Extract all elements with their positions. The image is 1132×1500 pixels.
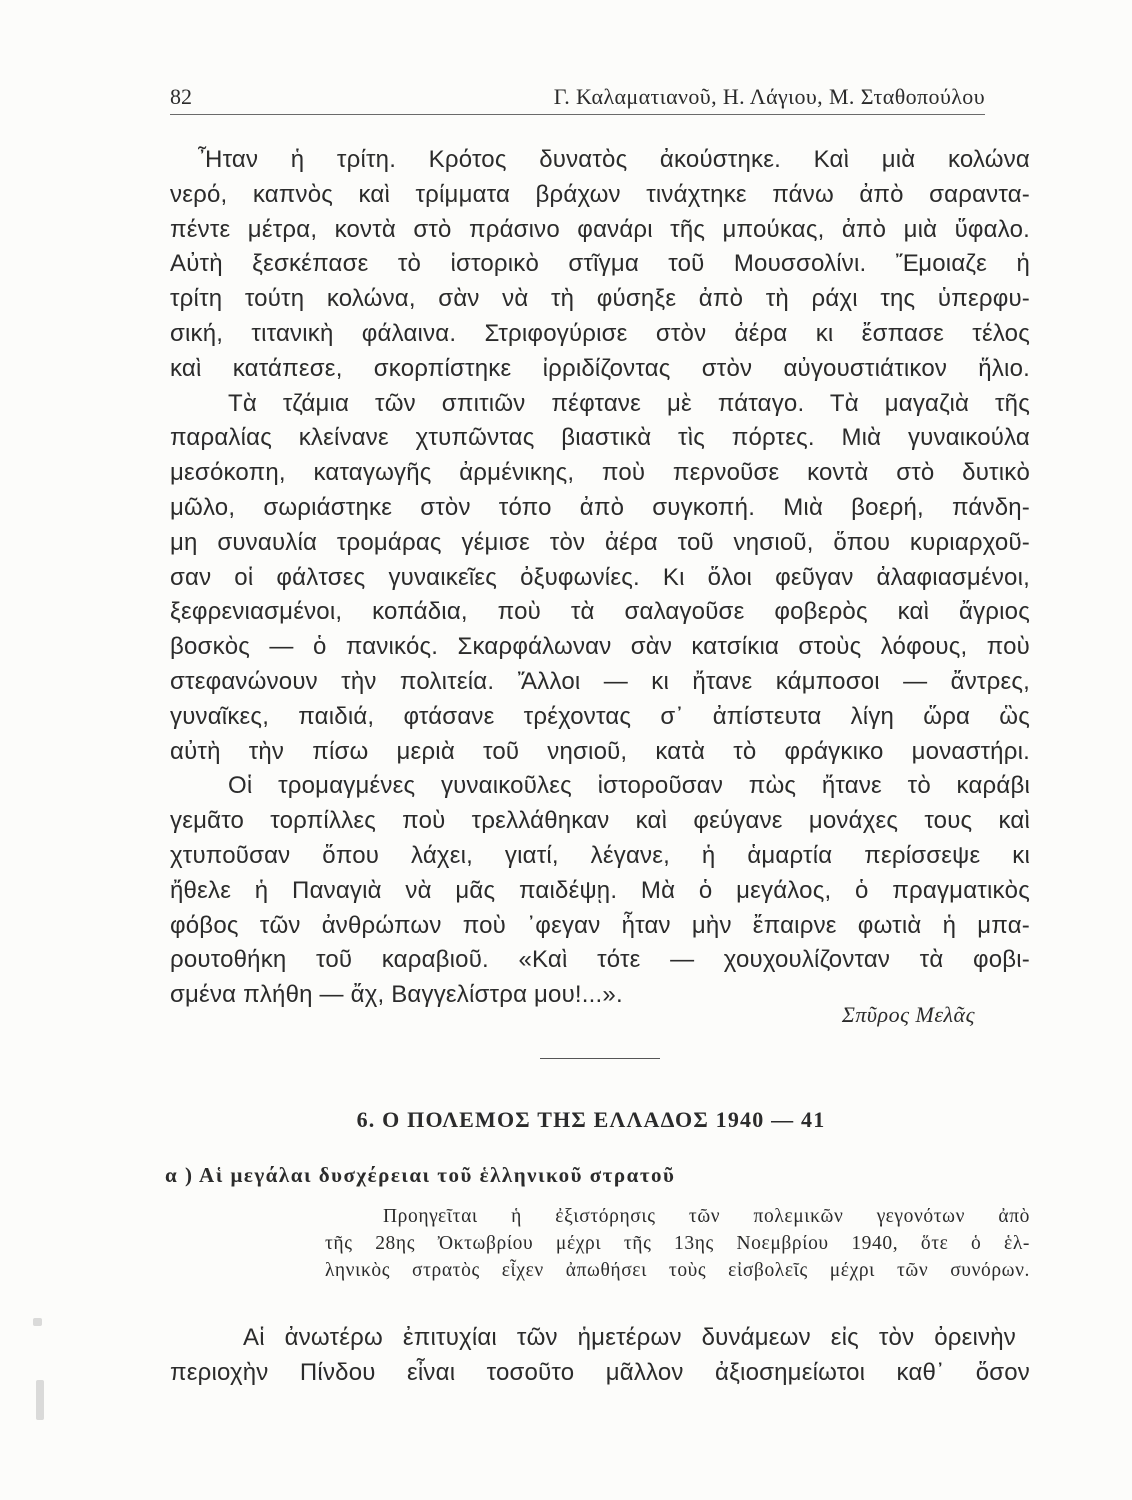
- excerpt-line: ξεφρενιασμένοι, κοπάδια, ποὺ τὰ σαλαγοῦσε φοβερὸς καὶ ἄγριος: [170, 598, 1030, 626]
- excerpt-line: χτυποῦσαν ὅπου λάχει, γιατί, λέγανε, ἡ ἁμαρτία περίσσεψε κι: [170, 841, 1030, 869]
- body-line: Αἱ ἀνωτέρω ἐπιτυχίαι τῶν ἡμετέρων δυνάμεων εἰς τὸν ὀρεινὴν: [243, 1324, 1016, 1351]
- summary-line: Προηγεῖται ἡ ἐξιστόρησις τῶν πολεμικῶν γεγονότων ἀπὸ: [383, 1206, 1030, 1227]
- section-separator: [540, 1058, 660, 1059]
- excerpt-paragraph-1: [170, 143, 1030, 387]
- excerpt-line: καὶ κατάπεσε, σκορπίστηκε ἰρριδίζοντας στὸν αὐγουστιάτικον ἥλιο.: [170, 354, 1030, 382]
- excerpt-author: Σπῦρος Μελᾶς: [841, 1002, 975, 1027]
- scan-mark: [33, 1318, 42, 1326]
- section-title: 6. Ο ΠΟΛΕΜΟΣ ΤΗΣ ΕΛΛΑΔΟΣ 1940 — 41: [356, 1107, 826, 1132]
- excerpt-paragraph-2: [170, 387, 1030, 770]
- body-line: περιοχὴν Πίνδου εἶναι τοσοῦτο μᾶλλον ἀξιοσημείωτοι καθ᾽ ὅσον: [170, 1359, 1030, 1386]
- excerpt-line: φόβος τῶν ἀνθρώπων ποὺ ᾽φεγαν ἦταν μὴν ἔπαιρνε φωτιὰ ἡ μπα-: [170, 911, 1030, 939]
- excerpt-line: τρίτη τούτη κολώνα, σὰν νὰ τὴ φύσηξε ἀπὸ τὴ ράχι της ὑπερφυ-: [170, 285, 1030, 313]
- excerpt-line: σαν οἱ φάλτσες γυναικεῖες ὀξυφωνίες. Κι ὅλοι φεῦγαν ἀλαφιασμένοι,: [170, 563, 1030, 591]
- excerpt-line: ρουτοθήκη τοῦ καραβιοῦ. «Καὶ τότε — χουχουλίζονταν τὰ φοβι-: [170, 946, 1030, 974]
- excerpt-line: Ἦταν ἡ τρίτη. Κρότος δυνατὸς ἀκούστηκε. Καὶ μιὰ κολώνα: [198, 146, 1030, 173]
- excerpt-line: γυναῖκες, παιδιά, φτάσανε τρέχοντας σ᾽ ἀπίστευτα λίγη ὥρα ὣς: [170, 702, 1030, 730]
- excerpt-line: νερό, καπνὸς καὶ τρίμματα βράχων τινάχτηκε πάνω ἀπὸ σαραντα-: [170, 180, 1030, 208]
- excerpt-line: γεμᾶτο τορπίλλες ποὺ τρελλάθηκαν καὶ φεύγανε μονάχες τους καὶ: [170, 807, 1030, 835]
- excerpt-paragraph-3: [170, 769, 1030, 1013]
- section-summary: [325, 1203, 1030, 1284]
- section-body: [170, 1320, 1030, 1390]
- scan-mark: [36, 1380, 44, 1420]
- summary-line: ληνικὸς στρατὸς εἶχεν ἀπωθήσει τοὺς εἰσβολεῖς μέχρι τῶν συνόρων.: [325, 1260, 1030, 1281]
- excerpt-line: πέντε μέτρα, κοντὰ στὸ πράσινο φανάρι τῆς μπούκας, ἀπὸ μιὰ ὕφαλο.: [170, 215, 1030, 243]
- excerpt-line: Τὰ τζάμια τῶν σπιτιῶν πέφτανε μὲ πάταγο. Τὰ μαγαζιὰ τῆς: [228, 389, 1030, 417]
- excerpt-line: Οἱ τρομαγμένες γυναικοῦλες ἱστοροῦσαν πὼς ἤτανε τὸ καράβι: [228, 772, 1030, 800]
- excerpt-line: σική, τιτανικὴ φάλαινα. Στριφογύρισε στὸν ἀέρα κι ἔσπασε τέλος: [170, 319, 1030, 347]
- summary-line: τῆς 28ης Ὀκτωβρίου μέχρι τῆς 13ης Νοεμβρίου 1940, ὅτε ὁ ἑλ-: [325, 1233, 1030, 1254]
- running-title: Γ. Καλαματιανοῦ, Η. Λάγιου, Μ. Σταθοπούλου: [553, 84, 985, 109]
- subsection-title: α ) Αἱ μεγάλαι δυσχέρειαι τοῦ ἑλληνικοῦ στρατοῦ: [165, 1163, 676, 1187]
- excerpt-line: Αὐτὴ ξεσκέπασε τὸ ἱστορικὸ στῖγμα τοῦ Μουσσολίνι. Ἔμοιαζε ἡ: [170, 250, 1030, 278]
- excerpt-line: αὐτὴ τὴν πίσω μεριὰ τοῦ νησιοῦ, κατὰ τὸ φράγκικο μοναστήρι.: [170, 737, 1030, 765]
- excerpt-line: παραλίας κλείνανε χτυπῶντας βιαστικὰ τὶς πόρτες. Μιὰ γυναικούλα: [170, 424, 1030, 452]
- excerpt-line: μῶλο, σωριάστηκε στὸν τόπο ἀπὸ συγκοπή. Μιὰ βοερή, πάνδη-: [170, 493, 1030, 521]
- excerpt-line: μεσόκοπη, καταγωγῆς ἀρμένικης, ποὺ περνοῦσε κοντὰ στὸ δυτικὸ: [170, 459, 1030, 487]
- header-rule: [170, 114, 985, 115]
- excerpt-line: μη συναυλία τρομάρας γέμισε τὸν ἀέρα τοῦ νησιοῦ, ὅπου κυριαρχοῦ-: [170, 528, 1030, 556]
- excerpt: [170, 143, 1030, 1013]
- excerpt-line: βοσκὸς — ὁ πανικός. Σκαρφάλωναν σὰν κατσίκια στοὺς λόφους, ποὺ: [170, 633, 1030, 661]
- page-number: 82: [170, 84, 192, 109]
- excerpt-line: στεφανώνουν τὴν πολιτεία. Ἄλλοι — κι ἤτανε κάμποσοι — ἄντρες,: [170, 667, 1030, 695]
- excerpt-line: ἤθελε ἡ Παναγιὰ νὰ μᾶς παιδέψῃ. Μὰ ὁ μεγάλος, ὁ πραγματικὸς: [170, 876, 1030, 904]
- excerpt-line: σμένα πλήθη — ἄχ, Βαγγελίστρα μου!...».: [170, 981, 623, 1009]
